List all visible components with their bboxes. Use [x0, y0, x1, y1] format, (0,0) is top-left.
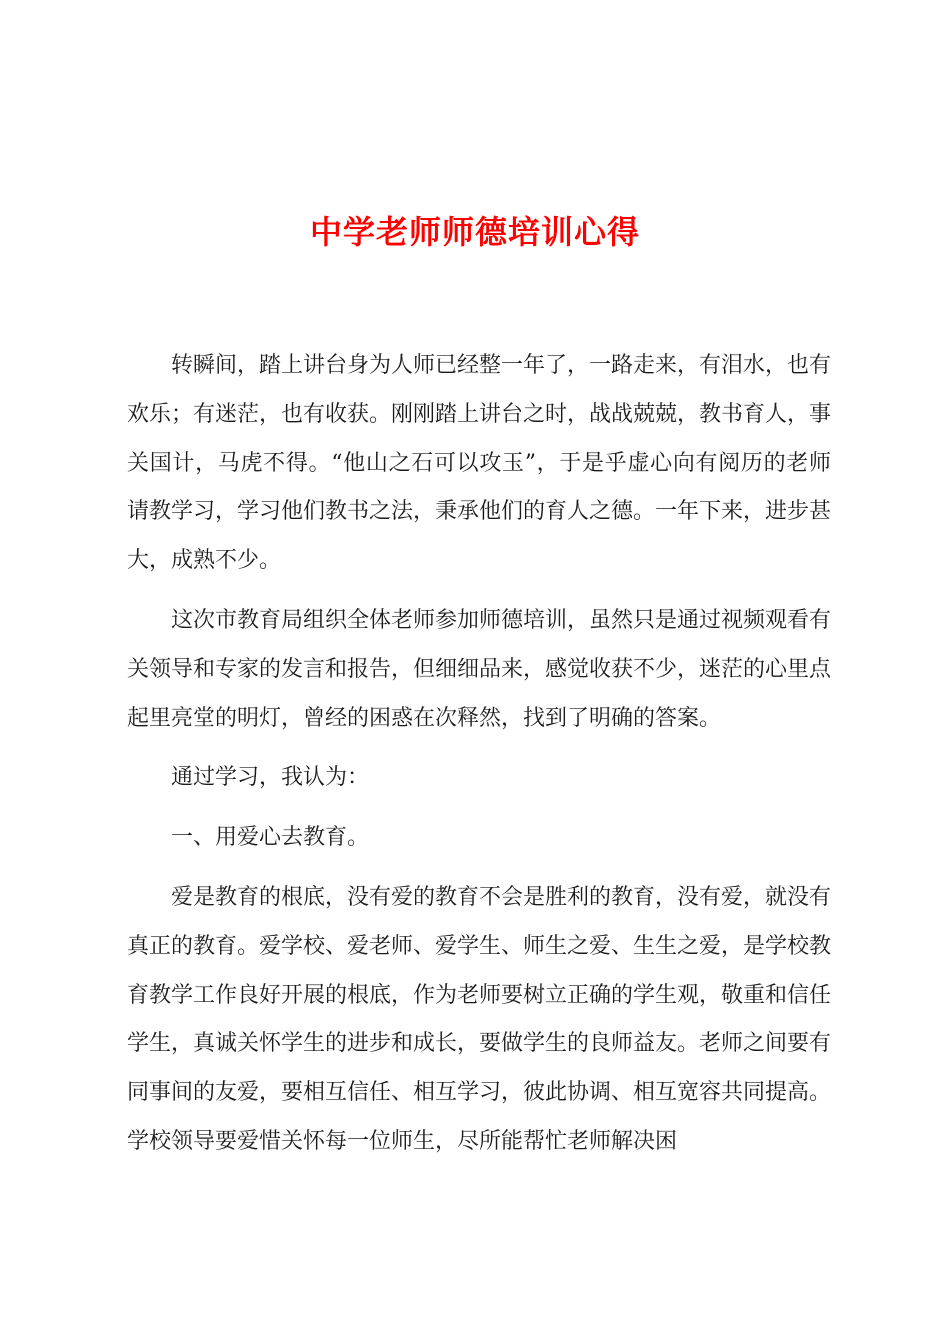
paragraph-4: 一、用爱心去教育。 [171, 825, 370, 851]
paragraph-3: 通过学习，我认为： [171, 765, 370, 791]
paragraph-1: 转瞬间，踏上讲台身为人师已经整一年了，一路走来，有泪水，也有欢乐；有迷茫，也有收获。刚刚踏上讲台之时，战战兢兢，教书育人，事关国计，马虎不得。“他山之石可以攻玉”，于是乎虚心向有阅历的老师请教学习，学习他们教书之法，秉承他们的育人之德。一年下来，进步甚大，成熟不少。 [127, 353, 832, 574]
document-body [127, 342, 831, 1178]
document-title: 中学老师师德培训心得 [309, 213, 640, 251]
paragraph-5: 爱是教育的根底，没有爱的教育不会是胜利的教育，没有爱，就没有真正的教育。爱学校、爱老师、爱学生、师生之爱、生生之爱，是学校教育教学工作良好开展的根底，作为老师要树立正确的学生观，敬重和信任学生，真诚关怀学生的进步和成长，要做学生的良师益友。老师之间要有同事间的友爱，要相互信任、相互学习，彼此协调、相互宽容共同提高。学校领导要爱惜关怀每一位师生，尽所能帮忙老师解决困 [127, 884, 832, 1154]
paragraph-2: 这次市教育局组织全体老师参加师德培训，虽然只是通过视频观看有关领导和专家的发言和报告，但细细品来，感觉收获不少，迷茫的心里点起里亮堂的明灯，曾经的困惑在次释然，找到了明确的答案。 [127, 607, 832, 731]
